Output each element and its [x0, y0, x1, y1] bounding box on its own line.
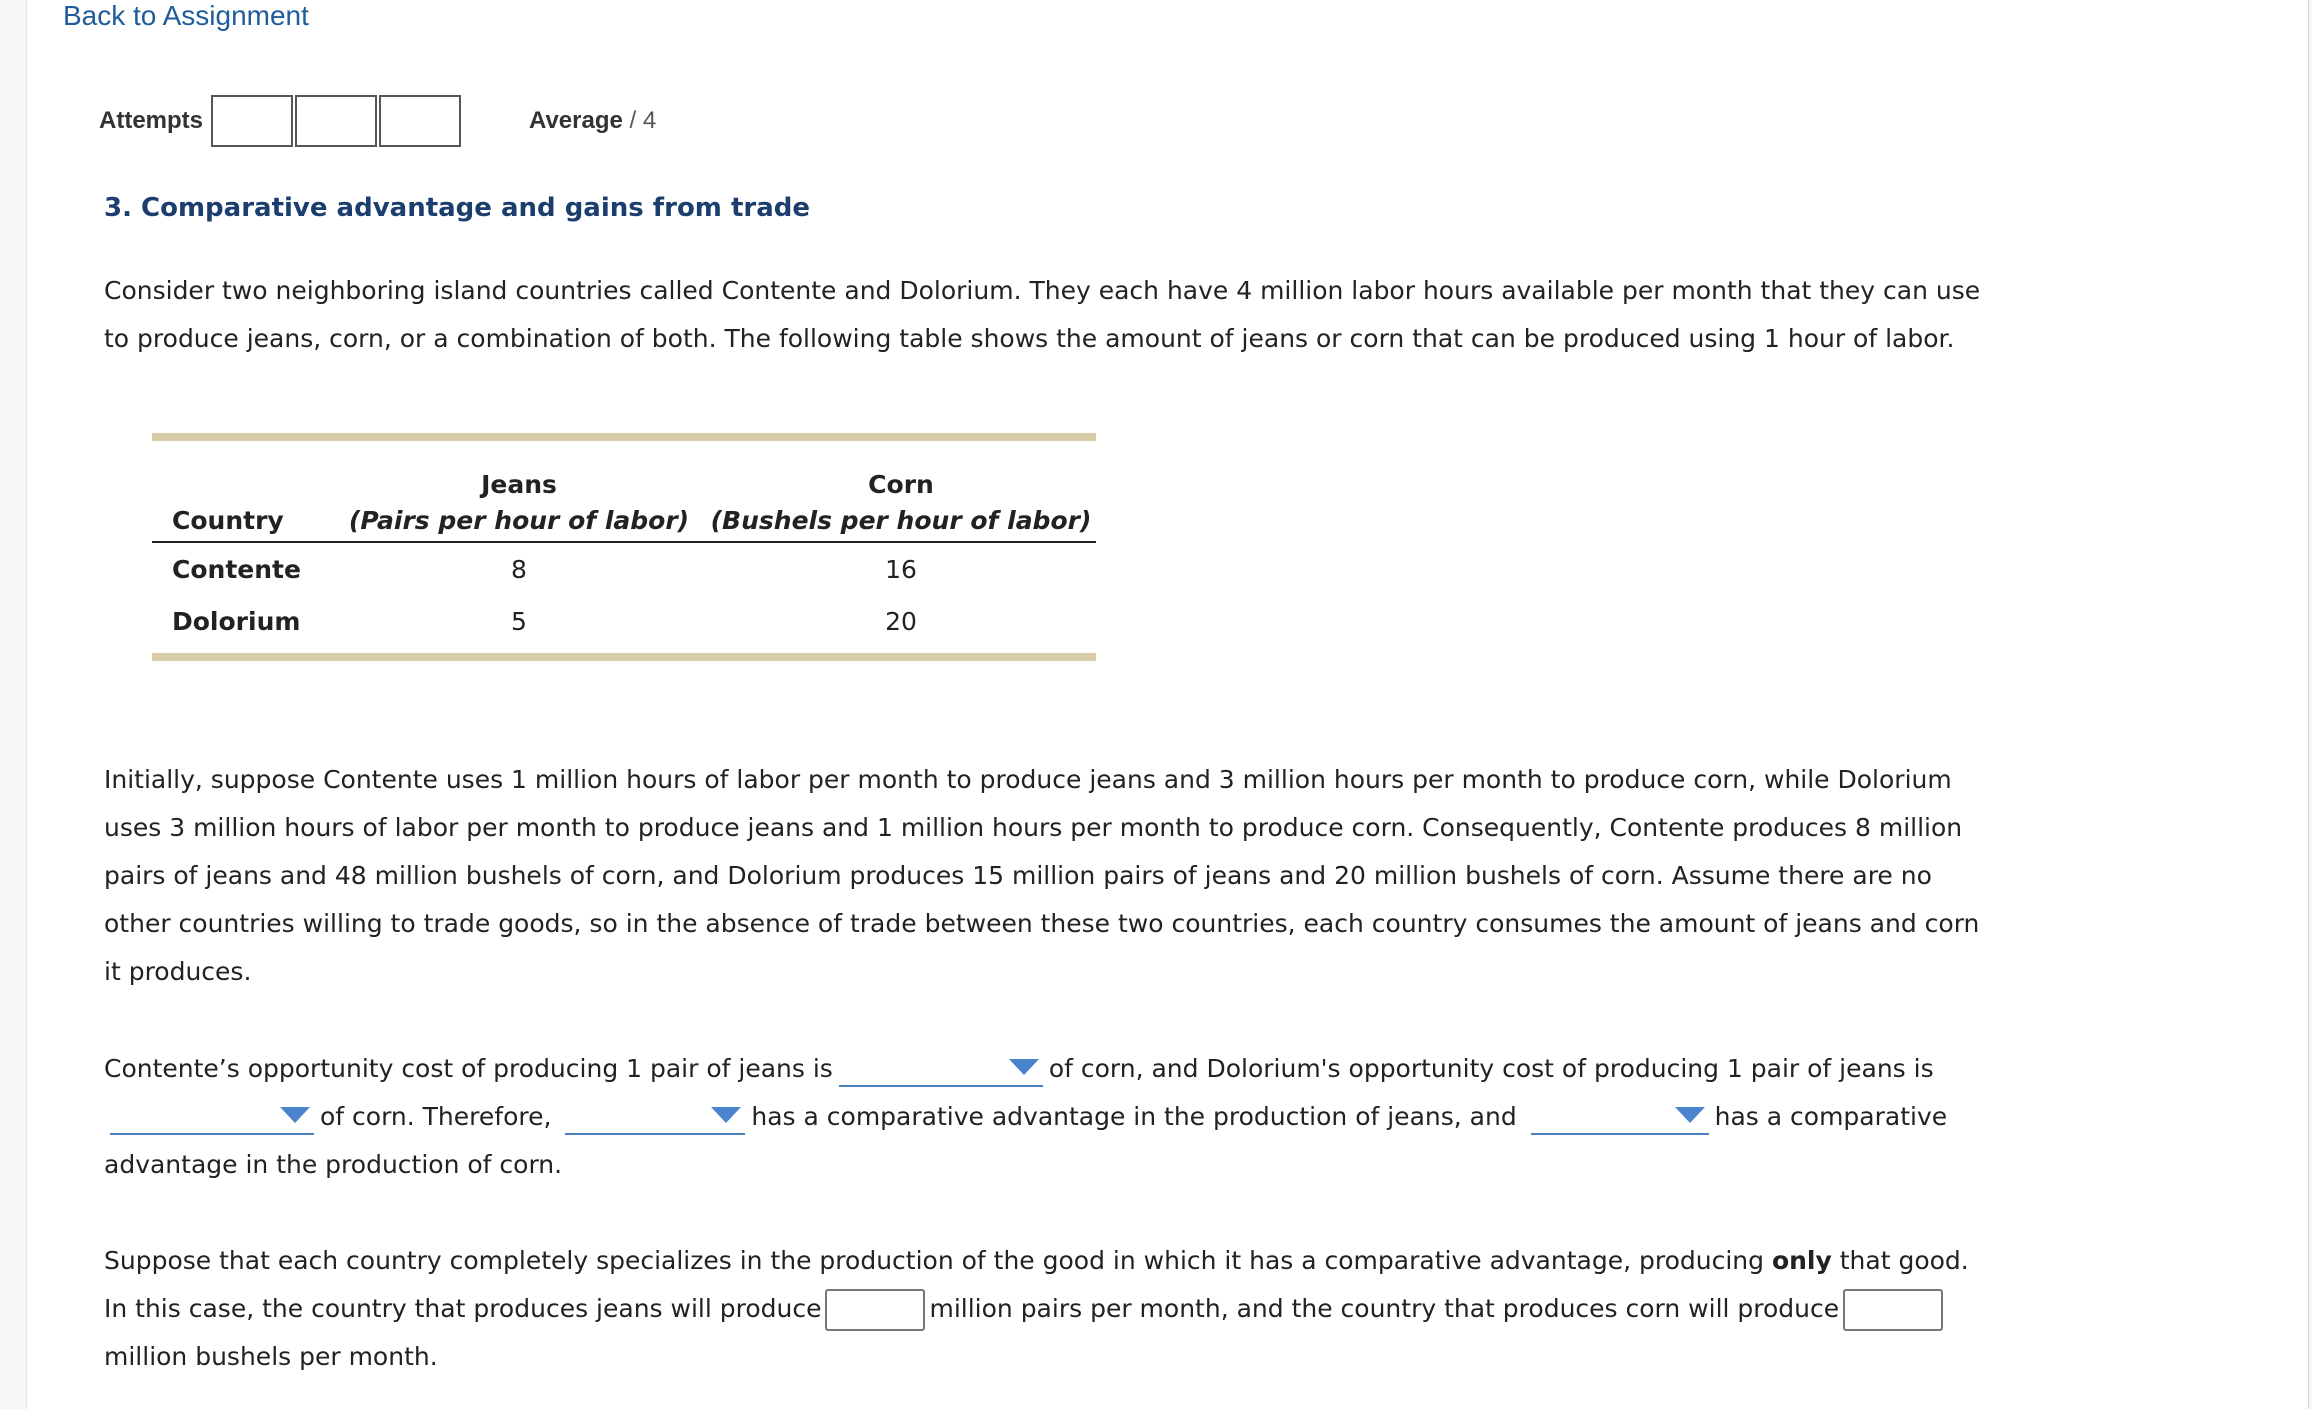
question-title: 3. Comparative advantage and gains from trade: [104, 193, 810, 223]
attempt-box-2: [295, 95, 377, 147]
fill-text-4: has a comparative advantage in the production of jeans, and: [751, 1102, 1517, 1131]
corn-cell: 20: [885, 606, 917, 636]
intro-paragraph: Consider two neighboring island countries called Contente and Dolorium. They each have 4 million labor hours available per month that they can use to produce jeans, corn, or a combination of both. The following table shows the amount of jeans or corn that can be produced using 1 hour of labor.: [104, 276, 1981, 353]
scenario-paragraph: Initially, suppose Contente uses 1 million hours of labor per month to produce jeans and 3 million hours per month to produce corn, while Dolorium uses 3 million hours of labor per month to produce jeans and 1 million hours per month to produce corn. Consequently, Contente produces 8 million pairs of jeans and 48 million bushels of corn, and Dolorium produces 15 million pairs of jeans and 20 million bushels of corn. Assume there are no other countries willing to trade goods, so in the absence of trade between these two countries, each country consumes the amount of jeans and corn it produces.: [104, 765, 1980, 986]
chevron-down-icon: [280, 1107, 310, 1123]
col-subheader-corn: (Bushels per hour of labor): [706, 499, 1096, 542]
average-score: [529, 107, 656, 135]
dolorium-opportunity-cost-dropdown[interactable]: [110, 1101, 314, 1135]
table-row: [152, 542, 1096, 595]
attempts-label: Attempts: [99, 107, 204, 134]
contente-opportunity-cost-dropdown[interactable]: [839, 1053, 1043, 1087]
spec-text-1: Suppose that each country completely specializes in the production of the good in which it has a comparative advantage, producing: [104, 1246, 1764, 1275]
fill-text-3: of corn. Therefore,: [320, 1102, 552, 1131]
jeans-quantity-input[interactable]: [825, 1289, 925, 1331]
col-header-country: Country: [152, 499, 332, 542]
table-bottom-rule: [152, 653, 1096, 661]
chevron-down-icon: [711, 1107, 741, 1123]
country-cell: Dolorium: [172, 606, 301, 636]
attempt-box-3: [379, 95, 461, 147]
jeans-cell: 8: [511, 554, 527, 584]
spec-text-2: million pairs per month, and the country that produces corn will produce: [929, 1294, 1840, 1323]
spec-text-1-end: that good. In this case, the country that produces jeans will produce: [104, 1246, 1969, 1323]
col-header-corn: Corn: [868, 470, 934, 499]
table-top-rule: [152, 433, 1096, 441]
jeans-cell: 5: [511, 606, 527, 636]
specialization-question: [104, 1237, 1984, 1381]
table-row: [152, 595, 1096, 653]
spec-text-bold: only: [1771, 1246, 1832, 1275]
attempt-box-1: [211, 95, 293, 147]
attempt-boxes: [211, 95, 463, 147]
corn-quantity-input[interactable]: [1843, 1289, 1943, 1331]
fill-text-5: has a comparative advantage in the production of corn.: [104, 1102, 1948, 1179]
corn-advantage-country-dropdown[interactable]: [1531, 1101, 1709, 1135]
average-suffix: / 4: [629, 107, 657, 134]
col-subheader-jeans: (Pairs per hour of labor): [332, 499, 706, 542]
attempts-bar: [99, 96, 656, 146]
opportunity-cost-question: [104, 1045, 1984, 1189]
back-to-assignment-link[interactable]: Back to Assignment: [63, 0, 309, 31]
corn-cell: 16: [885, 554, 917, 584]
fill-text-1: Contente’s opportunity cost of producing 1 pair of jeans is: [104, 1054, 833, 1083]
chevron-down-icon: [1675, 1107, 1705, 1123]
country-cell: Contente: [172, 554, 301, 584]
jeans-advantage-country-dropdown[interactable]: [565, 1101, 745, 1135]
fill-text-2: of corn, and Dolorium's opportunity cost of producing 1 pair of jeans is: [1048, 1054, 1934, 1083]
assignment-page: [26, 0, 2309, 1409]
col-header-jeans: Jeans: [481, 470, 557, 499]
chevron-down-icon: [1009, 1059, 1039, 1075]
average-label: Average: [529, 107, 623, 134]
spec-text-3: million bushels per month.: [104, 1342, 438, 1371]
production-table: [152, 433, 1096, 661]
